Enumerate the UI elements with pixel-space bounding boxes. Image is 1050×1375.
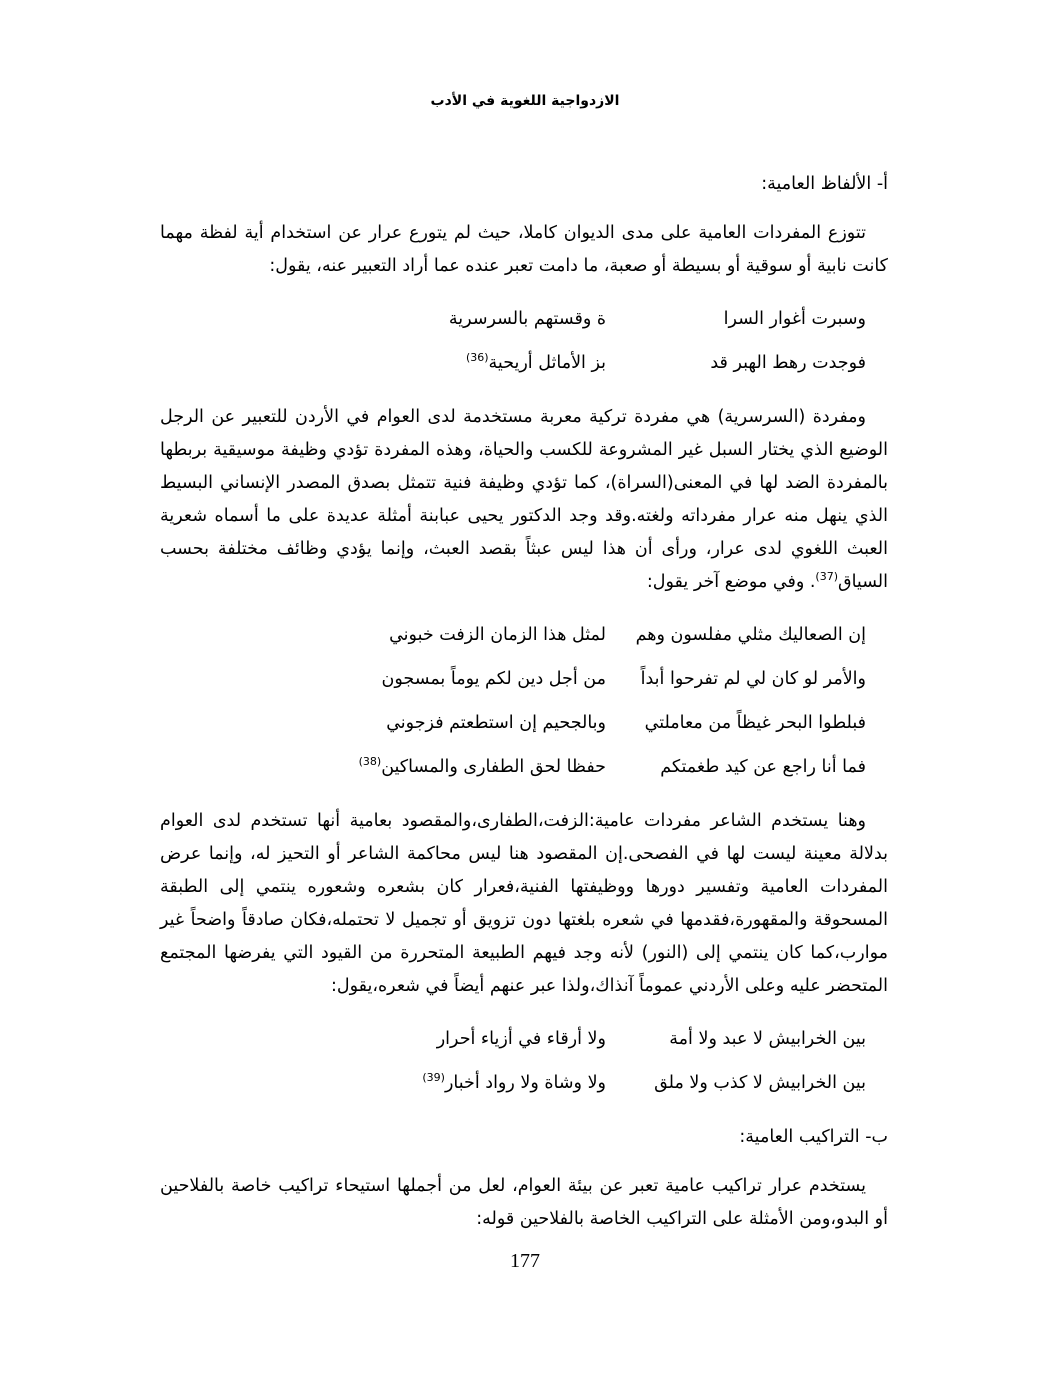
running-header: الازدواجية اللغوية في الأدب	[430, 93, 620, 109]
first-hemistich: بين الخرابيش لا عبد ولا أمة	[669, 1028, 866, 1049]
page-number: 177	[510, 1250, 540, 1272]
page-body	[160, 168, 888, 1250]
verse-line	[160, 1061, 888, 1105]
footnote-ref: (39)	[422, 1070, 445, 1084]
paragraph-2: ومفردة (السرسرية) هي مفردة تركية معربة مستخدمة لدى العوام في الأردن للتعبير عن الرجل الوضيع الذي يختار السبل غير المشروعة للكسب والحياة، وهذه المفردة تؤدي وظيفة موسيقية بربطها بالمفردة الضد لها في المعنى(السراة)، كما تؤدي وظيفة فنية تتمثل بصدق المصدر الإنساني البسيط الذي ينهل منه عرار مفرداته ولغته.وقد وجد الدكتور يحيى عبابنة أمثلة عديدة على ما أسماه شعرية العبث اللغوي لدى عرار، ورأى أن هذا ليس عبثاً بقصد العبث، وإنما يؤدي وظائف مختلفة بحسب السياق$^{(37)}$. وفي موضع آخر يقول:	[160, 407, 888, 592]
paragraph-4: يستخدم عرار تراكيب عامية تعبر عن بيئة العوام، لعل من أجملها استيحاء تراكيب خاصة بالفلاحين أو البدو،ومن الأمثلة على التراكيب الخاصة بالفلاحين قوله:	[160, 1176, 888, 1229]
poem-1	[160, 297, 888, 385]
footnote-ref: (38)	[358, 754, 382, 768]
paragraph-3: وهنا يستخدم الشاعر مفردات عامية:الزفت،الطفارى،والمقصود بعامية أنها تستخدم لدى العوام بدلالة معينة ليست لها في الفصحى.إن المقصود هنا ليس محاكمة الشاعر أو التحيز له، وإنما عرض المفردات العامية وتفسير دورها ووظيفتها الفنية،فعرار كان بشعره وشعوره ينتمي إلى الطبقة المسحوقة والمقهورة،فقدمها في شعره بلغتها دون تزويق أو تجميل لا تحتمله،فكان صادقاً واضحاً غير موارب،كما كان ينتمي إلى (النور) لأنه وجد فيهم الطبيعة المتحررة من القيود التي يفرضها المجتمع المتحضر عليه وعلى الأردني عموماً آنذاك،ولذا عبر عنهم أيضاً في شعره،يقول:	[160, 811, 888, 996]
first-hemistich: والأمر لو كان لي لم تفرحوا أبداً	[640, 668, 866, 689]
second-hemistich: ة وقستهم بالسرسرية	[448, 308, 606, 329]
verse-line	[160, 657, 888, 701]
first-hemistich: إن الصعاليك مثلي مفلسون وهم	[635, 624, 866, 645]
first-hemistich: بين الخرابيش لا كذب ولا ملق	[654, 1072, 866, 1093]
paragraph-1: تتوزع المفردات العامية على مدى الديوان كاملا، حيث لم يتورع عرار عن استخدام أية لفظة مهما كانت نابية أو سوقية أو بسيطة أو صعبة، ما دامت تعبر عنده عما أراد التعبير عنه، يقول:	[160, 223, 888, 276]
second-hemistich: لمثل هذا الزمان الزفت خبوني	[389, 624, 606, 645]
verse-line	[160, 745, 888, 789]
verse-line	[160, 613, 888, 657]
second-hemistich: حفظا لحق الطفارى والمساكين$^{(38)}$	[358, 754, 606, 777]
first-hemistich: وسبرت أغوار السرا	[723, 308, 866, 329]
second-hemistich: وبالجحيم إن استطعتم فزجوني	[386, 712, 606, 733]
second-hemistich: بز الأماثل أريحية$^{(36)}$	[465, 350, 606, 373]
first-hemistich: فما أنا راجع عن كيد طغمتكم	[660, 756, 866, 777]
footnote-ref: (36)	[465, 350, 489, 364]
section-heading-b: ب- التراكيب العامية:	[739, 1127, 888, 1147]
second-hemistich: ولا وشاة ولا رواد أخبار$^{(39)}$	[422, 1070, 606, 1093]
verse-line	[160, 701, 888, 745]
first-hemistich: فبلطوا البحر غيظاً من معاملتي	[644, 712, 866, 733]
poem-2	[160, 613, 888, 789]
section-heading-a: أ- الألفاظ العامية:	[761, 174, 888, 194]
second-hemistich: ولا أرقاء في أزياء أحرار	[436, 1028, 606, 1049]
verse-line	[160, 297, 888, 341]
footnote-ref: (37)	[815, 570, 838, 584]
verse-line	[160, 341, 888, 385]
second-hemistich: من أجل دين لكم يوماً بمسجون	[381, 668, 606, 689]
poem-3	[160, 1017, 888, 1105]
first-hemistich: فوجدت رهط الهبر قد	[710, 352, 866, 373]
verse-line	[160, 1017, 888, 1061]
